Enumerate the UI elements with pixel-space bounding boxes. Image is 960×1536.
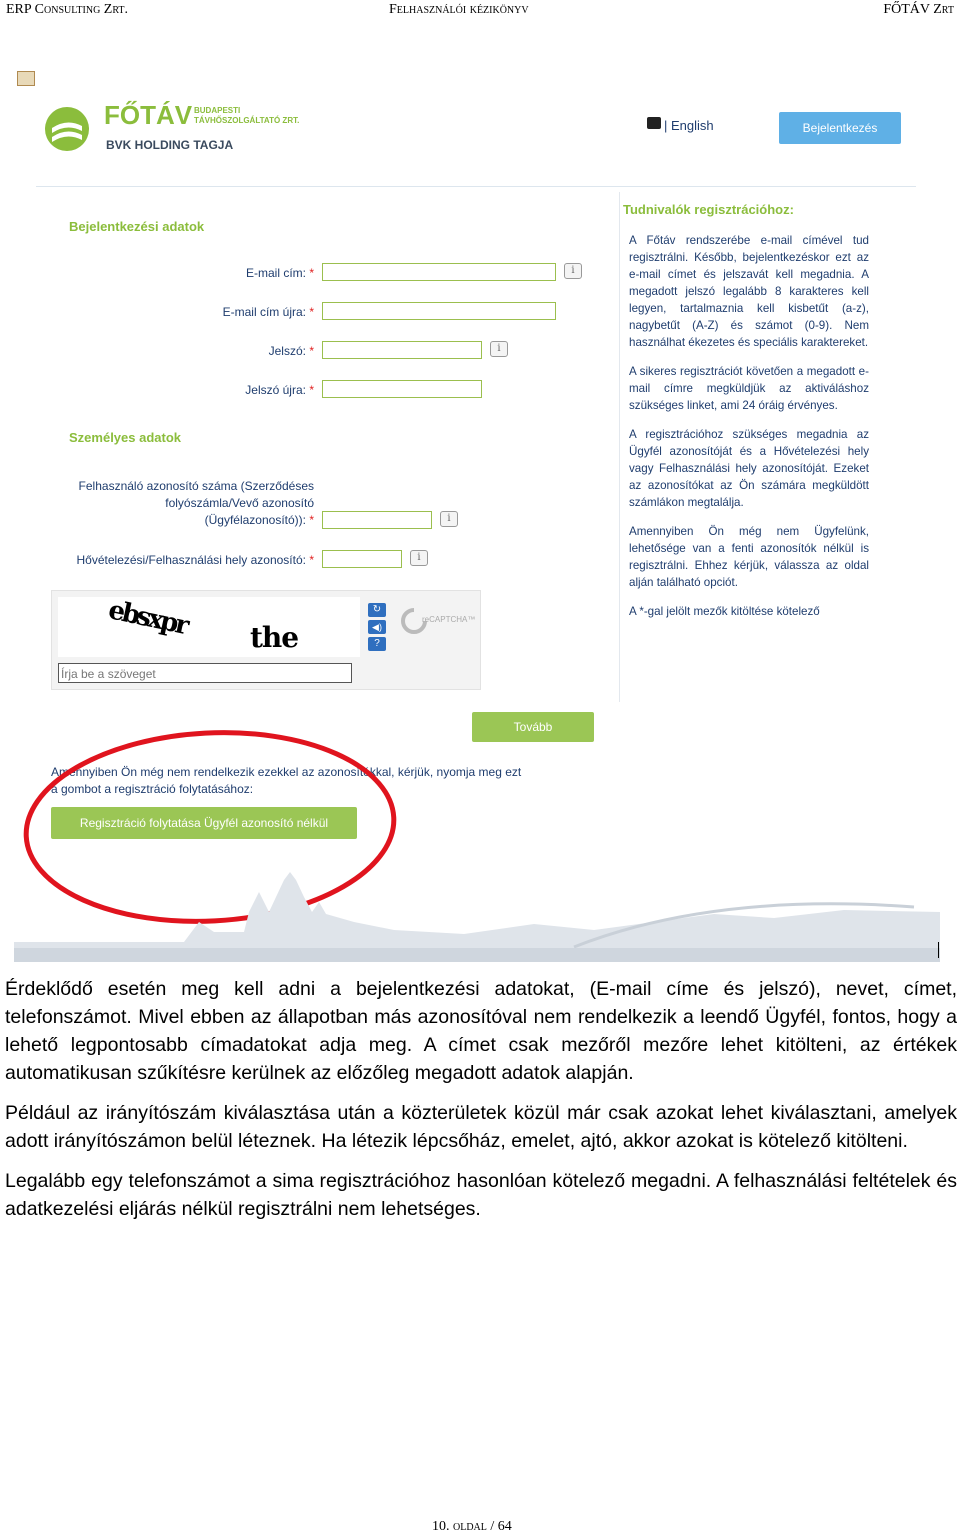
registration-screenshot bbox=[14, 62, 940, 962]
captcha-image bbox=[58, 597, 360, 657]
city-skyline-decoration bbox=[14, 852, 940, 962]
logo-brand: FŐTÁV bbox=[104, 100, 193, 130]
body-paragraph-1: Érdeklődő esetén meg kell adni a bejelentkezési adatokat, (E-mail címe és jelszó), nevet, címet, telefonszámot. Mivel ebben az állapotban más azonosítóval nem rendelkezik a leendő Ügyfél, fontos, hogy a lehető legpontosabb címadatokat adja meg. A címet csak mezőről mezőre lehet kitölteni, az értékek automatikusan szűkítésre kerülnek az előzőleg megadott adatok alapján. bbox=[5, 978, 957, 1084]
header-left: ERP Consulting Zrt. bbox=[6, 2, 129, 17]
english-flag-icon bbox=[647, 117, 661, 129]
header-center: Felhasználói kézikönyv bbox=[389, 2, 529, 17]
header-divider bbox=[36, 186, 916, 187]
page-number: 10. oldal / 64 bbox=[432, 1519, 512, 1534]
header-right: FŐTÁV Zrt bbox=[883, 2, 954, 17]
fotav-logo bbox=[44, 100, 314, 156]
sidebar-note-5: A *-gal jelölt mezők kitöltése kötelező bbox=[629, 605, 820, 618]
captcha-audio-icon[interactable]: ◀) bbox=[368, 620, 386, 634]
logo-holding: BVK HOLDING TAGJA bbox=[106, 138, 234, 152]
sidebar-note-3: A regisztrációhoz szükséges megadnia az Ügyfél azonosítóját és a Hővételezési hely vagy Felhasználási hely azonosítóját. Ezeket az azonosítókat az Ön számára megküldött számlákon megtalálja. bbox=[629, 428, 869, 509]
place-id-info-icon[interactable]: i bbox=[410, 550, 428, 566]
sidebar-title: Tudnivalók regisztrációhoz: bbox=[623, 202, 794, 217]
english-link[interactable]: | English bbox=[664, 118, 714, 133]
customer-id-info-icon[interactable]: i bbox=[440, 511, 458, 527]
logo-line2: TÁVHŐSZOLGÁLTATÓ ZRT. bbox=[194, 116, 300, 125]
stray-bar-mark bbox=[938, 942, 939, 958]
email-input[interactable] bbox=[322, 263, 556, 281]
email-again-label: E-mail cím újra: * bbox=[222, 305, 314, 319]
fotav-logo-mark bbox=[44, 106, 90, 152]
captcha-reload-icon[interactable]: ↻ bbox=[368, 603, 386, 617]
captcha-input[interactable]: Írja be a szöveget bbox=[58, 663, 352, 683]
customer-id-label: Felhasználó azonosító száma (Szerződéses folyószámla/Vevő azonosító (Ügyfélazonosító)): * bbox=[78, 479, 314, 527]
captcha-help-icon[interactable]: ? bbox=[368, 637, 386, 651]
personal-section-title: Személyes adatok bbox=[69, 430, 182, 445]
captcha-word-2: the bbox=[250, 621, 299, 654]
body-paragraph-2: Például az irányítószám kiválasztása után a közterületek közül már csak azokat lehet kiválasztani, amelyek adott irányítószámon belül léteznek. Ha létezik lépcsőház, emelet, ajtó, akkor azokat is kötelező kitölteni. bbox=[5, 1102, 957, 1152]
continue-without-id-button[interactable]: Regisztráció folytatása Ügyfél azonosító nélkül bbox=[51, 807, 357, 839]
sidebar-note-1: A Főtáv rendszerébe e-mail címével tud regisztrálni. Később, bejelentkezéskor ezt az e-mail címet és jelszavát kell megadnia. A megadott jelszó legalább 8 karakteres kell legyen, tartalmaznia kell kisbetűt (a-z), nagybetűt (A-Z) és számot (0-9). Nem használhat ékezetes és speciális karaktereket. bbox=[629, 234, 869, 349]
place-id-input[interactable] bbox=[322, 550, 402, 568]
sidebar-note-4: Amennyiben Ön még nem Ügyfelünk, lehetősége van a fenti azonosítók nélkül is regisztrálni. Ehhez kérjük, válassza az oldal alján található opciót. bbox=[629, 525, 869, 589]
sidebar-divider bbox=[619, 192, 620, 702]
captcha-word-1: ebsxpr bbox=[105, 595, 190, 641]
password-info-icon[interactable]: i bbox=[490, 341, 508, 357]
password-again-label: Jelszó újra: * bbox=[245, 383, 314, 397]
body-paragraph-3: Legalább egy telefonszámot a sima regisztrációhoz hasonlóan kötelező megadni. A felhasználási feltételek és adatkezelési eljárás nélkül regisztrálni nem lehetséges. bbox=[5, 1170, 957, 1220]
sidebar-note-2: A sikeres regisztrációt követően a megadott e-mail címre megküldjük az aktiváláshoz szükséges linket, ami 24 óráig érvényes. bbox=[629, 365, 869, 412]
password-label: Jelszó: * bbox=[268, 344, 314, 358]
place-id-label: Hővételezési/Felhasználási hely azonosító: * bbox=[76, 553, 314, 567]
email-label: E-mail cím: * bbox=[245, 266, 314, 280]
logo-line1: BUDAPESTI bbox=[194, 106, 241, 115]
window-icon bbox=[17, 71, 35, 86]
password-input[interactable] bbox=[322, 341, 482, 359]
login-button[interactable]: Bejelentkezés bbox=[779, 112, 901, 144]
no-id-text: Amennyiben Ön még nem rendelkezik ezekkel az azonosítókkal, kérjük, nyomja meg ezt a gombot a regisztráció folytatásához: bbox=[51, 765, 522, 796]
sidebar-notes bbox=[629, 232, 869, 632]
email-info-icon[interactable]: i bbox=[564, 263, 582, 279]
customer-id-input[interactable] bbox=[322, 511, 432, 529]
captcha-box bbox=[51, 590, 481, 690]
recaptcha-brand: reCAPTCHA™ bbox=[422, 615, 476, 624]
login-section-title: Bejelentkezési adatok bbox=[69, 219, 205, 234]
password-again-input[interactable] bbox=[322, 380, 482, 398]
email-again-input[interactable] bbox=[322, 302, 556, 320]
next-button[interactable]: Tovább bbox=[472, 712, 594, 742]
body-text bbox=[5, 975, 957, 1223]
